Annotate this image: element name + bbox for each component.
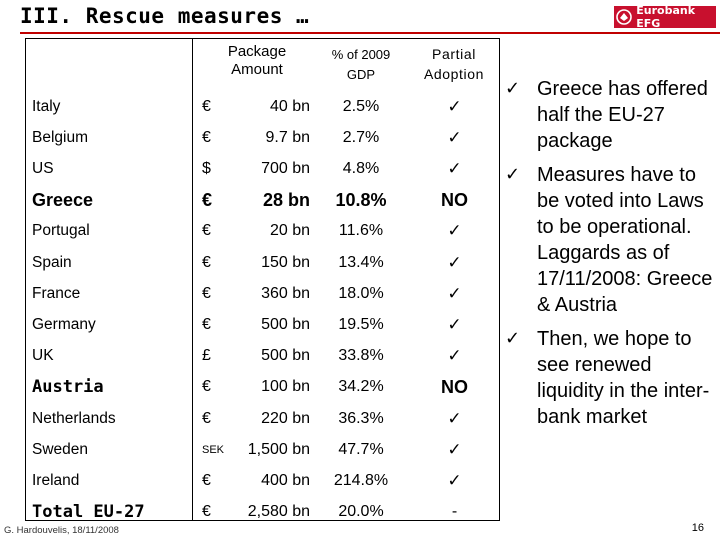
amount-cell: 500 bn	[261, 347, 310, 365]
currency-cell: €	[202, 128, 211, 146]
amount-cell: 360 bn	[261, 284, 310, 302]
bullet-text: Measures have to be voted into Laws to be operational. Laggards as of 17/11/2008: Greece & Austria	[537, 164, 713, 316]
currency-cell: €	[202, 471, 211, 489]
gdp-cell: 2.7%	[342, 128, 380, 146]
amount-cell: 28 bn	[262, 189, 310, 210]
header-partial-line1: Partial	[432, 46, 476, 62]
gdp-cell: 2.5%	[342, 97, 380, 115]
check-icon: ✓	[505, 328, 521, 349]
table-row	[26, 91, 501, 122]
eurobank-logo-icon	[614, 6, 634, 28]
table-row	[26, 403, 501, 434]
rescue-measures-table	[25, 38, 500, 521]
currency-cell: €	[202, 409, 211, 427]
country-cell: Italy	[32, 97, 61, 115]
gdp-cell: 33.8%	[338, 347, 384, 365]
table-row	[26, 153, 501, 184]
adoption-cell: ✓	[447, 346, 462, 367]
header-package-line1: Package	[227, 43, 287, 60]
country-cell: Portugal	[32, 222, 90, 240]
footer-author: G. Hardouvelis, 18/11/2008	[4, 525, 119, 536]
currency-cell: €	[202, 315, 211, 333]
adoption-cell: ✓	[447, 439, 462, 460]
country-cell: Netherlands	[32, 409, 116, 427]
country-cell: US	[32, 159, 54, 177]
amount-cell: 150 bn	[261, 253, 310, 271]
gdp-cell: 11.6%	[338, 222, 384, 240]
header-gdp	[311, 45, 411, 85]
currency-cell: €	[202, 378, 211, 396]
check-icon: ✓	[505, 78, 521, 99]
table-row	[26, 278, 501, 309]
table-row	[26, 341, 501, 372]
gdp-cell: 13.4%	[338, 253, 384, 271]
adoption-cell: ✓	[447, 96, 462, 117]
table-row	[26, 372, 501, 403]
gdp-cell: 18.0%	[338, 284, 384, 302]
gdp-cell: 34.2%	[338, 378, 384, 396]
amount-cell: 40 bn	[269, 97, 310, 115]
country-cell: Germany	[32, 315, 96, 333]
gdp-cell: 214.8%	[333, 471, 389, 489]
table-row	[26, 216, 501, 247]
adoption-cell: NO	[441, 189, 468, 210]
page-number: 16	[691, 522, 704, 534]
bullet-item	[505, 326, 715, 430]
adoption-cell: ✓	[447, 221, 462, 242]
country-cell: France	[32, 284, 81, 302]
slide-title: III. Rescue measures …	[20, 4, 310, 28]
bullet-item	[505, 162, 715, 318]
table-row	[26, 122, 501, 153]
header-gdp-line2: GDP	[346, 67, 376, 82]
bullet-item	[505, 76, 715, 154]
table-row	[26, 247, 501, 278]
table-row	[26, 434, 501, 465]
gdp-cell: 19.5%	[338, 315, 384, 333]
table-row	[26, 185, 501, 216]
currency-cell: €	[202, 284, 211, 302]
bullet-text: Greece has offered half the EU-27 package	[537, 78, 708, 152]
country-cell: Sweden	[32, 440, 89, 458]
adoption-cell: ✓	[447, 127, 462, 148]
country-cell: Greece	[32, 189, 94, 210]
currency-cell: €	[202, 189, 213, 210]
currency-cell: €	[202, 253, 211, 271]
amount-cell: 400 bn	[261, 471, 310, 489]
amount-cell: 1,500 bn	[247, 440, 310, 458]
adoption-cell: ✓	[447, 408, 462, 429]
amount-cell: 20 bn	[269, 222, 310, 240]
country-cell: UK	[32, 347, 54, 365]
bullet-list	[505, 76, 715, 438]
adoption-cell: ✓	[447, 158, 462, 179]
currency-cell: €	[202, 503, 211, 521]
country-cell: Total EU-27	[32, 502, 145, 523]
header-partial-adoption	[404, 44, 504, 84]
bullet-text: Then, we hope to see renewed liquidity in the inter-bank market	[537, 328, 710, 428]
amount-cell: 700 bn	[261, 159, 310, 177]
country-cell: Austria	[32, 377, 104, 398]
table-row	[26, 309, 501, 340]
country-cell: Belgium	[32, 128, 88, 146]
adoption-cell: ✓	[447, 314, 462, 335]
adoption-cell: NO	[441, 376, 468, 397]
adoption-cell: -	[451, 503, 458, 521]
gdp-cell: 4.8%	[342, 159, 380, 177]
gdp-cell: 20.0%	[338, 503, 384, 521]
country-cell: Spain	[32, 253, 72, 271]
check-icon: ✓	[505, 164, 521, 185]
adoption-cell: ✓	[447, 252, 462, 273]
gdp-cell: 36.3%	[338, 409, 384, 427]
adoption-cell: ✓	[447, 283, 462, 304]
amount-cell: 2,580 bn	[247, 503, 310, 521]
amount-cell: 9.7 bn	[265, 128, 310, 146]
country-cell: Ireland	[32, 471, 80, 489]
table-row	[26, 497, 501, 528]
adoption-cell: ✓	[447, 470, 462, 491]
logo-text: Eurobank EFG	[636, 4, 696, 30]
currency-cell: £	[202, 347, 211, 365]
currency-cell: $	[202, 159, 211, 177]
bank-logo	[614, 6, 716, 28]
amount-cell: 500 bn	[261, 315, 310, 333]
amount-cell: 100 bn	[261, 378, 310, 396]
gdp-cell: 10.8%	[335, 189, 387, 210]
amount-cell: 220 bn	[261, 409, 310, 427]
currency-cell: SEK	[202, 443, 225, 456]
header-package-amount	[192, 43, 322, 79]
gdp-cell: 47.7%	[338, 440, 384, 458]
header-partial-line2: Adoption	[423, 66, 485, 82]
header-gdp-line1: % of 2009	[331, 47, 391, 62]
currency-cell: €	[202, 97, 211, 115]
table-row	[26, 465, 501, 496]
title-underline	[20, 32, 720, 34]
currency-cell: €	[202, 222, 211, 240]
header-package-line2: Amount	[231, 61, 283, 78]
